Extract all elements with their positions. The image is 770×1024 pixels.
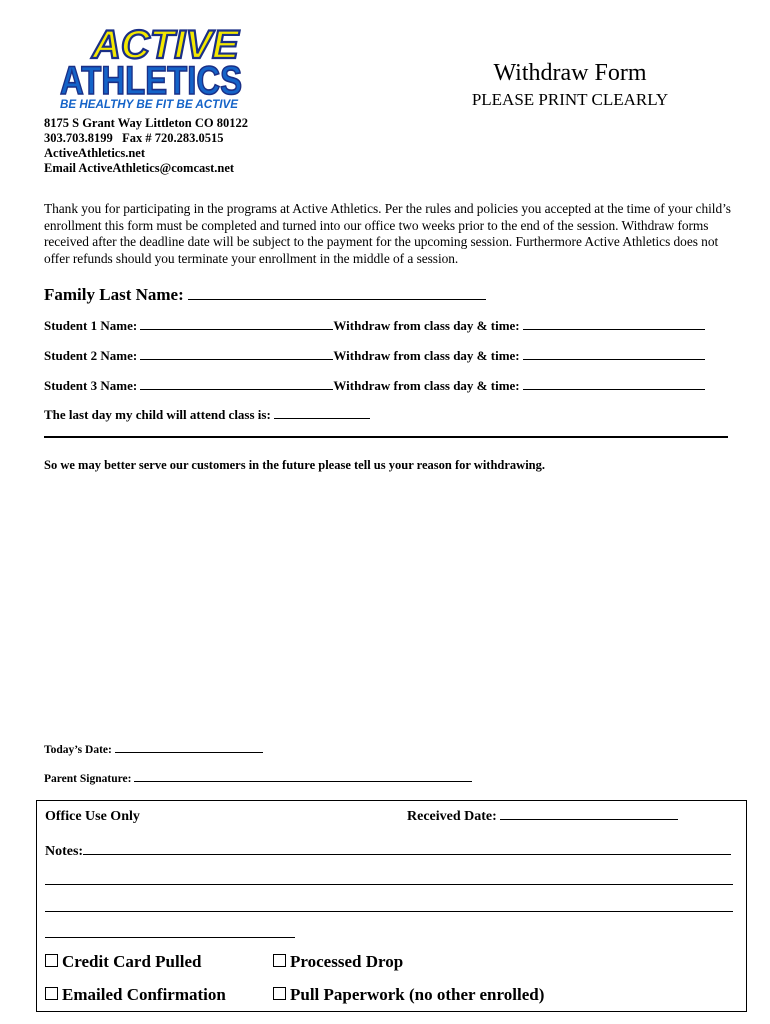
notes-field-1[interactable] xyxy=(83,844,731,855)
student-3-withdraw-field[interactable] xyxy=(523,379,705,390)
checkbox-emailed-confirmation[interactable] xyxy=(45,985,226,1005)
received-date-row xyxy=(407,809,678,825)
last-day-label: The last day my child will attend class is: xyxy=(44,407,271,422)
checkbox-label: Emailed Confirmation xyxy=(62,985,226,1004)
logo-line2: ATHLETICS xyxy=(60,59,242,103)
student-2-name-field[interactable] xyxy=(140,349,333,360)
email: Email ActiveAthletics@comcast.net xyxy=(44,161,235,175)
checkbox-label: Credit Card Pulled xyxy=(62,952,202,971)
signature-label: Parent Signature: xyxy=(44,773,132,785)
todays-date-label: Today’s Date: xyxy=(44,744,112,756)
student-1-withdraw-field[interactable] xyxy=(523,319,705,330)
student-3-name-field[interactable] xyxy=(140,379,333,390)
todays-date-row xyxy=(44,742,263,756)
withdraw-label: Withdraw from class day & time: xyxy=(333,348,520,363)
reason-area[interactable] xyxy=(44,480,728,730)
logo-tagline: BE HEALTHY BE FIT BE ACTIVE xyxy=(60,99,239,110)
logo-line1: ACTIVE xyxy=(92,23,239,67)
office-use-title: Office Use Only xyxy=(45,809,140,824)
signature-row xyxy=(44,771,472,785)
last-day-row xyxy=(44,407,370,423)
phone-fax: 303.703.8199 Fax # 720.283.0515 xyxy=(44,131,224,145)
received-date-field[interactable] xyxy=(500,809,678,820)
withdraw-label: Withdraw from class day & time: xyxy=(333,378,520,393)
office-use-box xyxy=(36,800,747,1012)
form-subtitle: PLEASE PRINT CLEARLY xyxy=(471,90,669,109)
student-1-name-field[interactable] xyxy=(140,319,333,330)
student-2-withdraw-field[interactable] xyxy=(523,349,705,360)
intro-paragraph: Thank you for participating in the programs at Active Athletics. Per the rules and policies you accepted at the time of your child’s enrollment this form must be completed and turned into our office two weeks prior to the end of the session. Withdraw forms received after the deadline date will be subject to the payment for the upcoming session. Furthermore Active Athletics does not offer refunds should you terminate your enrollment in the middle of a session. xyxy=(44,201,731,266)
website: ActiveAthletics.net xyxy=(44,146,146,160)
family-name-field[interactable] xyxy=(188,289,486,300)
family-name-label: Family Last Name: xyxy=(44,285,184,304)
notes-row xyxy=(45,844,731,860)
reason-prompt: So we may better serve our customers in the future please tell us your reason for withdrawing. xyxy=(44,458,546,472)
student-name-label: Student 1 Name: xyxy=(44,318,138,333)
divider xyxy=(44,436,728,438)
checkbox-icon[interactable] xyxy=(45,987,58,1000)
active-athletics-logo xyxy=(52,18,252,110)
address: 8175 S Grant Way Littleton CO 80122 xyxy=(44,116,248,130)
checkbox-label: Processed Drop xyxy=(290,952,404,971)
signature-field[interactable] xyxy=(134,771,472,782)
withdraw-label: Withdraw from class day & time: xyxy=(333,318,520,333)
student-name-label: Student 2 Name: xyxy=(44,348,138,363)
student-row-2 xyxy=(44,348,705,364)
received-date-label: Received Date: xyxy=(407,809,497,824)
family-name-row xyxy=(44,285,486,305)
student-row-1 xyxy=(44,318,705,334)
checkbox-icon[interactable] xyxy=(273,954,286,967)
notes-line-4[interactable] xyxy=(45,937,295,938)
student-name-label: Student 3 Name: xyxy=(44,378,138,393)
checkbox-label: Pull Paperwork (no other enrolled) xyxy=(290,985,545,1004)
checkbox-pull-paperwork[interactable] xyxy=(273,985,544,1005)
notes-line-3[interactable] xyxy=(45,911,733,912)
form-title: Withdraw Form xyxy=(493,60,647,86)
checkbox-icon[interactable] xyxy=(45,954,58,967)
last-day-field[interactable] xyxy=(274,408,370,419)
notes-line-2[interactable] xyxy=(45,884,733,885)
student-row-3 xyxy=(44,378,705,394)
todays-date-field[interactable] xyxy=(115,742,263,753)
checkbox-icon[interactable] xyxy=(273,987,286,1000)
notes-label: Notes: xyxy=(45,844,84,859)
checkbox-processed-drop[interactable] xyxy=(273,952,403,972)
contact-block xyxy=(44,116,248,176)
checkbox-credit-card-pulled[interactable] xyxy=(45,952,201,972)
